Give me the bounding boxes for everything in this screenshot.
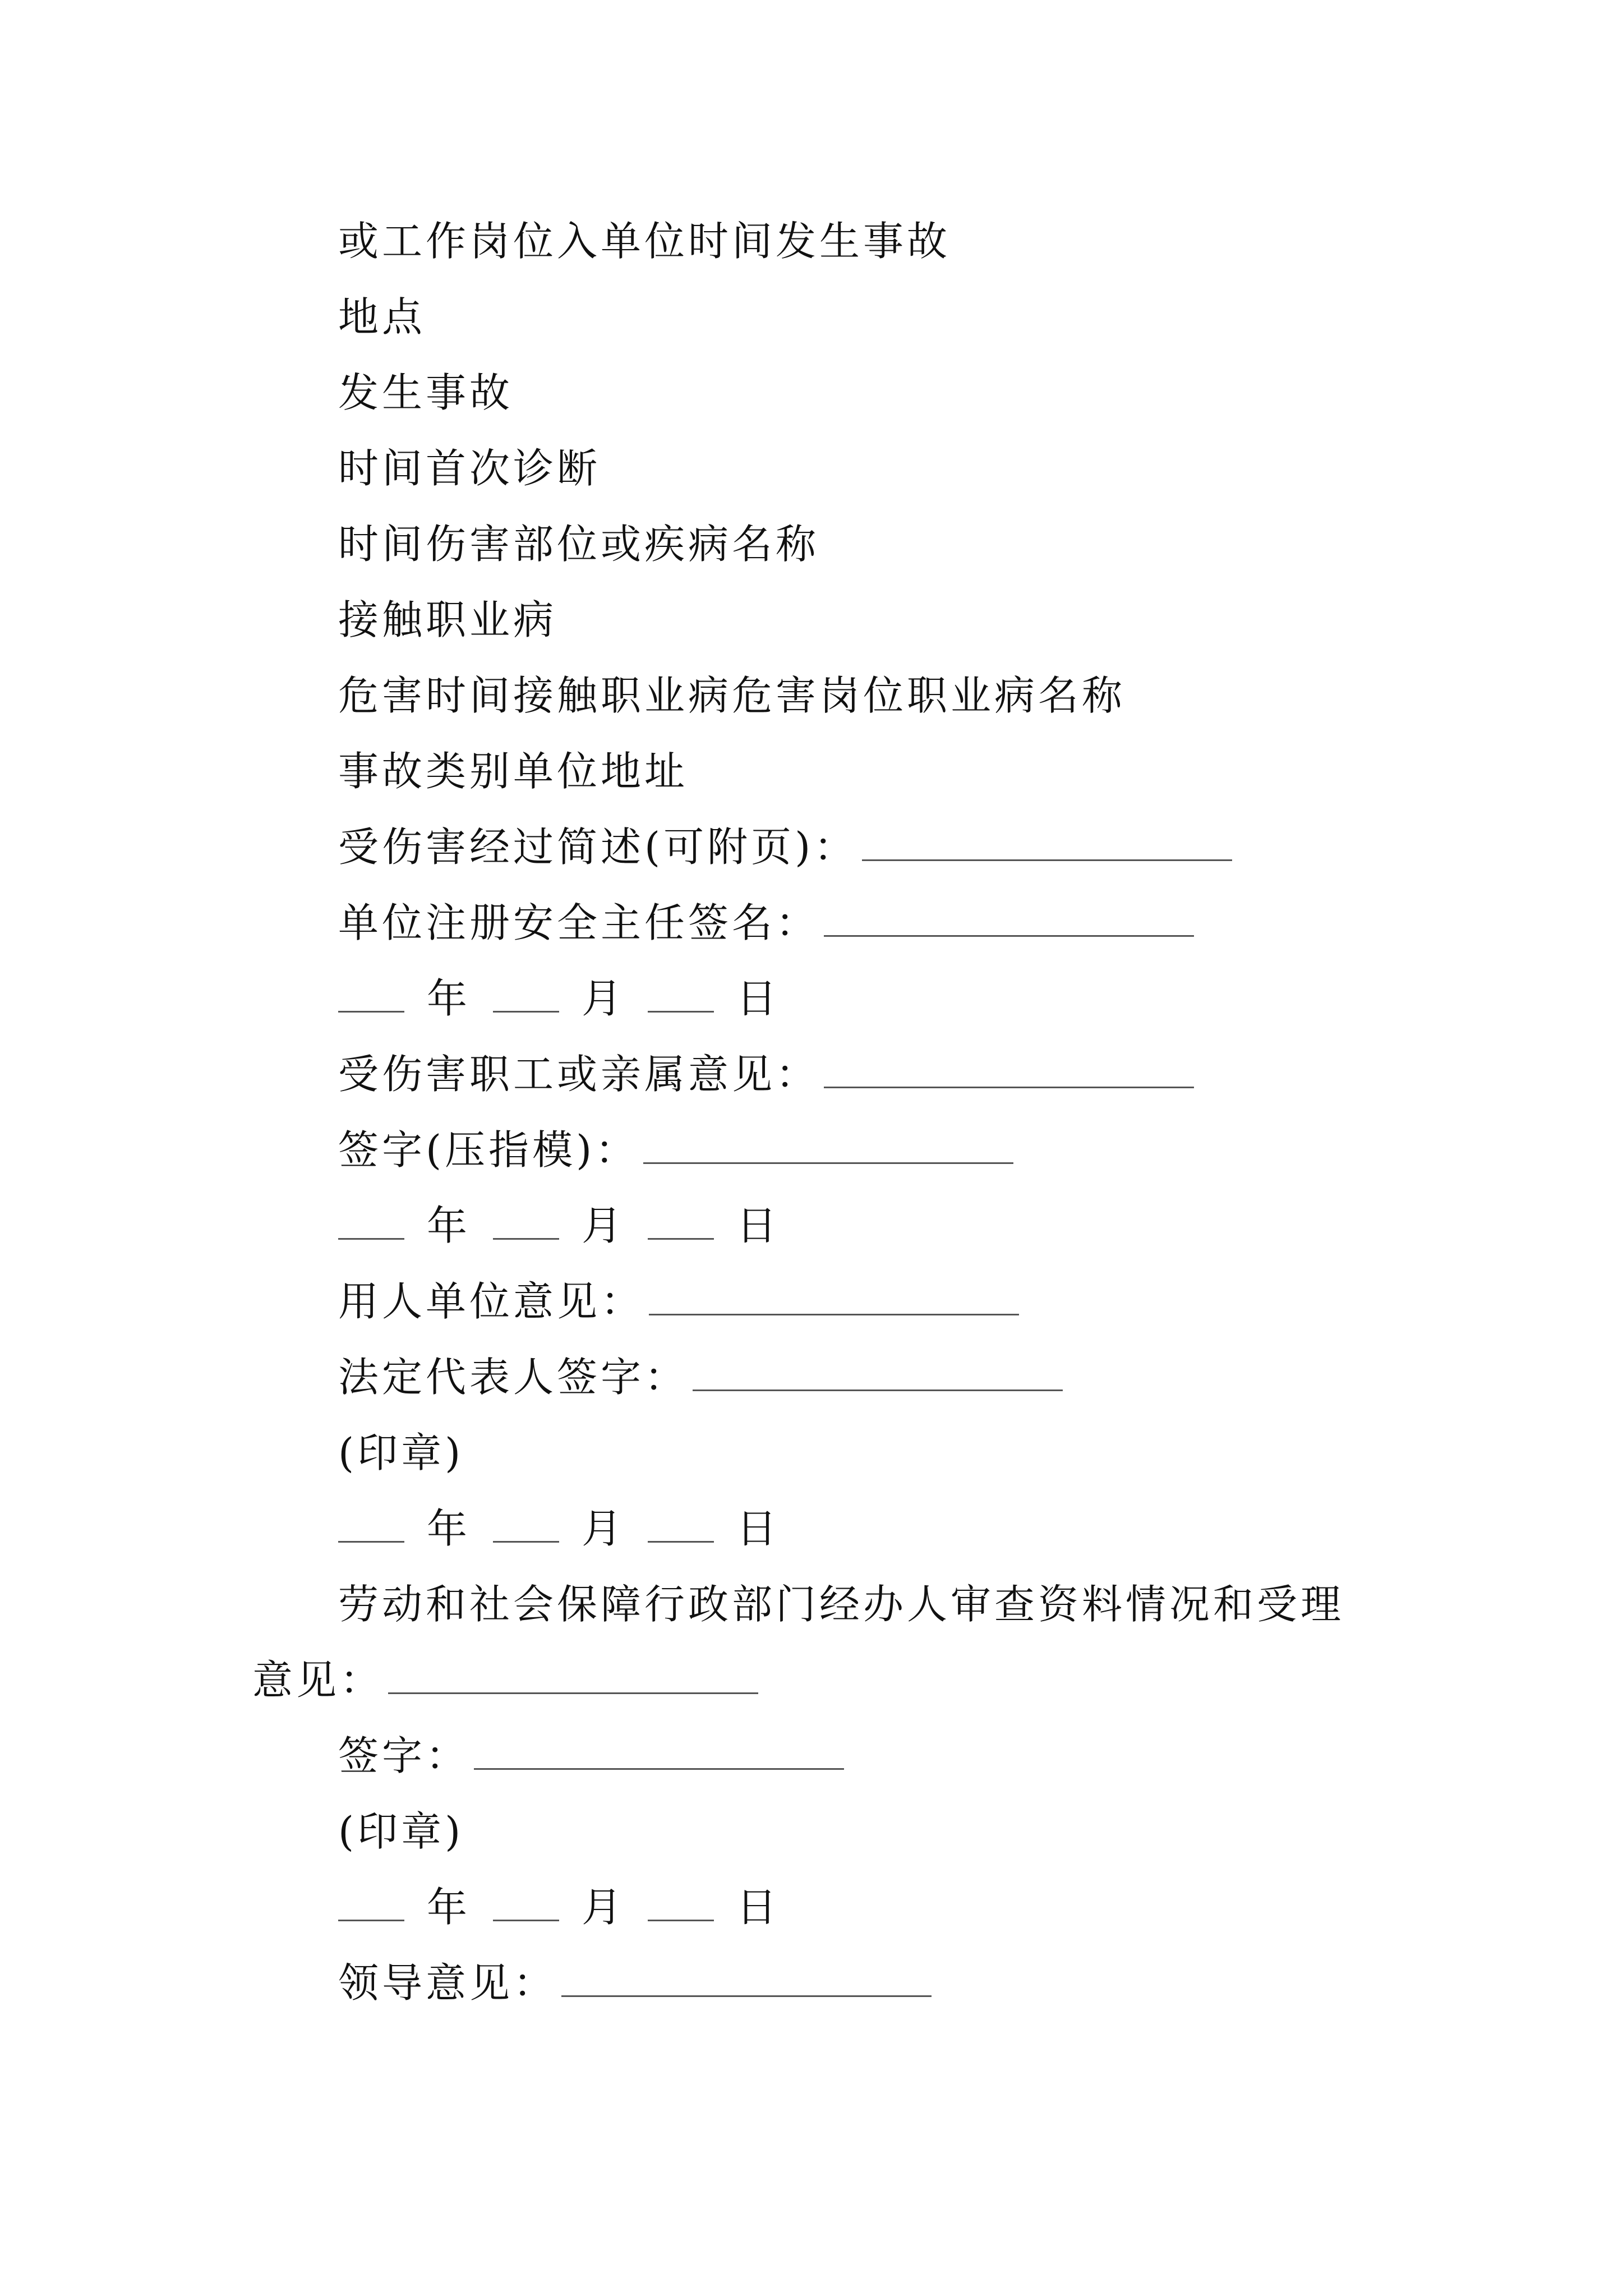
date-row (338, 968, 803, 1029)
text-line: 事故类别单位地址 (338, 748, 689, 795)
officer-signature-field[interactable] (474, 1734, 844, 1770)
safety-officer-signature-field[interactable] (824, 901, 1194, 937)
year-field[interactable] (338, 1204, 404, 1240)
text-line: 发生事故 (338, 369, 514, 416)
year-label: 年 (427, 1884, 471, 1931)
year-label: 年 (427, 1505, 471, 1552)
day-label: 日 (736, 1884, 781, 1931)
text-line: 时间首次诊断 (338, 445, 601, 492)
day-field[interactable] (648, 977, 714, 1013)
dept-opinion-label: 意见： (252, 1657, 384, 1704)
injury-description-label: 受伤害经过简述(可附页)： (338, 823, 858, 871)
safety-officer-row (338, 892, 1194, 954)
text-line: 地点 (338, 293, 426, 341)
text-line: 接触职业病 (338, 596, 557, 643)
seal-label: (印章) (338, 1429, 464, 1476)
injury-description-field[interactable] (862, 826, 1232, 861)
leader-opinion-label: 领导意见： (338, 1959, 557, 2007)
seal-label: (印章) (338, 1808, 464, 1855)
month-field[interactable] (493, 977, 559, 1013)
fingerprint-signature-row (338, 1119, 1013, 1181)
text-line: 或工作岗位入单位时间发生事故 (338, 218, 951, 265)
safety-officer-label: 单位注册安全主任签名： (338, 899, 820, 946)
month-field[interactable] (493, 1886, 559, 1921)
date-row (338, 1195, 803, 1257)
text-line: 时间伤害部位或疾病名称 (338, 521, 820, 568)
year-field[interactable] (338, 1886, 404, 1921)
day-field[interactable] (648, 1507, 714, 1543)
employer-opinion-field[interactable] (649, 1280, 1019, 1315)
legal-rep-row (338, 1346, 1063, 1408)
day-label: 日 (736, 975, 781, 1022)
leader-opinion-field[interactable] (561, 1962, 932, 1997)
employer-opinion-row (338, 1271, 1019, 1332)
fingerprint-signature-field[interactable] (643, 1129, 1013, 1164)
worker-opinion-field[interactable] (824, 1053, 1194, 1088)
day-label: 日 (736, 1505, 781, 1552)
year-label: 年 (427, 975, 471, 1022)
officer-signature-label: 签字： (338, 1732, 470, 1779)
month-label: 月 (582, 975, 626, 1022)
employer-opinion-label: 用人单位意见： (338, 1278, 645, 1325)
leader-opinion-row (338, 1952, 932, 2014)
worker-opinion-label: 受伤害职工或亲属意见： (338, 1051, 820, 1098)
text-line: 危害时间接触职业病危害岗位职业病名称 (338, 672, 1126, 719)
fingerprint-signature-label: 签字(压指模)： (338, 1126, 639, 1174)
legal-rep-label: 法定代表人签字： (338, 1354, 689, 1401)
worker-opinion-row (338, 1043, 1194, 1105)
day-field[interactable] (648, 1886, 714, 1921)
legal-rep-signature-field[interactable] (693, 1356, 1063, 1391)
dept-opinion-field[interactable] (388, 1659, 758, 1694)
month-label: 月 (582, 1884, 626, 1931)
day-field[interactable] (648, 1204, 714, 1240)
date-row (338, 1498, 803, 1559)
date-row (338, 1876, 803, 1938)
month-label: 月 (582, 1505, 626, 1552)
year-label: 年 (427, 1202, 471, 1249)
month-field[interactable] (493, 1204, 559, 1240)
month-label: 月 (582, 1202, 626, 1249)
year-field[interactable] (338, 977, 404, 1013)
officer-signature-row (338, 1725, 844, 1787)
injury-description-row (338, 816, 1232, 878)
year-field[interactable] (338, 1507, 404, 1543)
day-label: 日 (736, 1202, 781, 1249)
labor-dept-text: 劳动和社会保障行政部门经办人审查资料情况和受理 (338, 1581, 1345, 1628)
dept-opinion-row (252, 1649, 758, 1711)
month-field[interactable] (493, 1507, 559, 1543)
